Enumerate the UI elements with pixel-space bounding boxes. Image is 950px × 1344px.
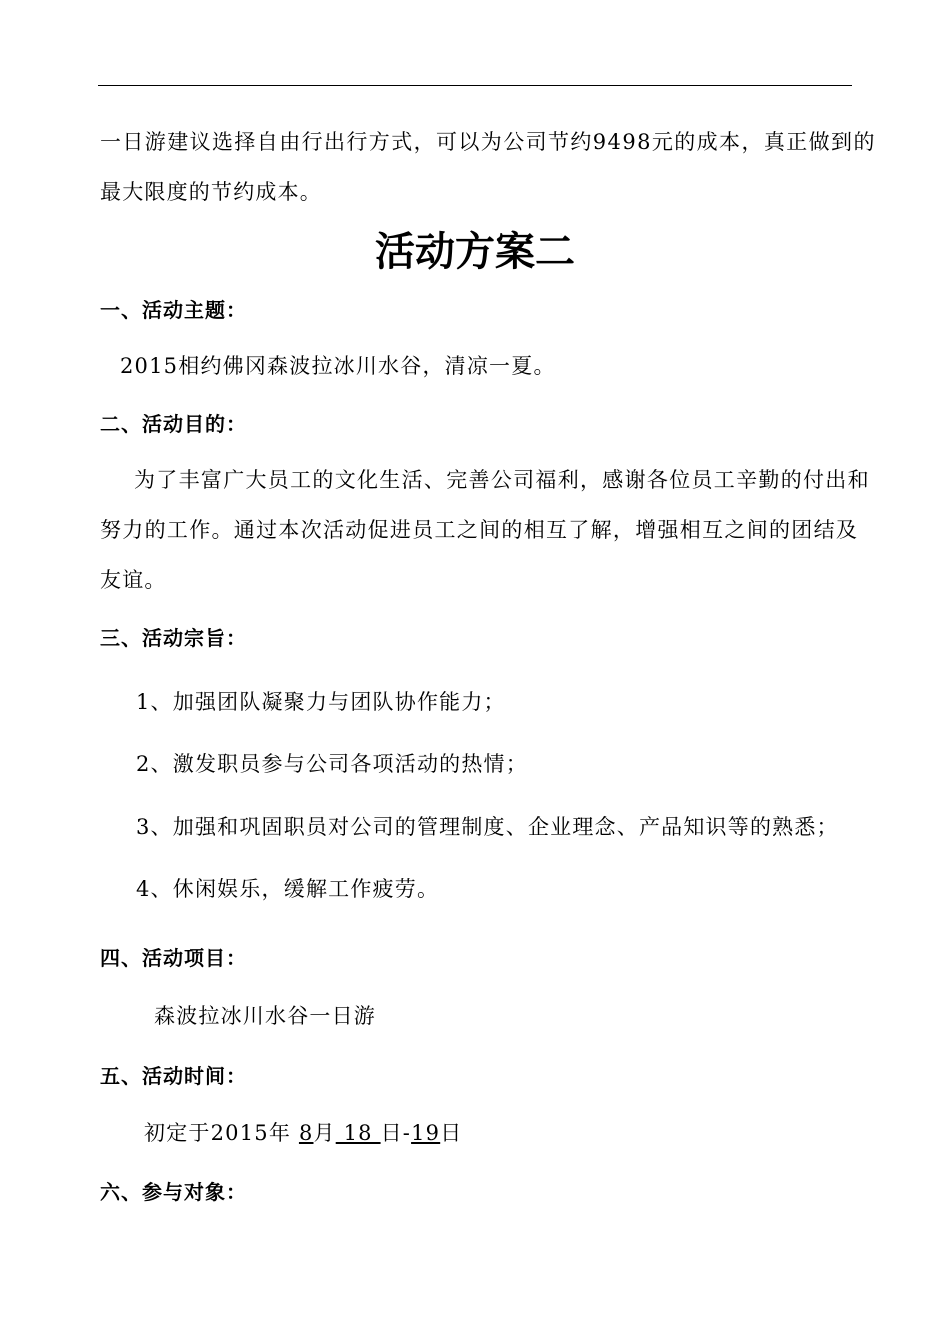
project-text: 森波拉冰川水谷一日游 [154,1004,376,1028]
section-heading-project: 四、活动项目： [100,946,247,970]
purpose-line-3: 友谊。 [100,568,167,592]
time-day-end-unit: 日 [440,1121,463,1145]
intro-line-2: 最大限度的节约成本。 [100,180,322,204]
section-heading-theme: 一、活动主题： [100,298,247,322]
purpose-line-1: 为了丰富广大员工的文化生活、完善公司福利，感谢各位员工辛勤的付出和 [134,468,870,492]
aim-item: 2、激发职员参与公司各项活动的热情； [136,752,528,776]
time-month-unit: 月 [313,1121,336,1145]
aim-item: 4、休闲娱乐，缓解工作疲劳。 [136,877,440,901]
time-day-end: 19 [411,1121,441,1145]
aim-item: 3、加强和巩固职员对公司的管理制度、企业理念、产品知识等的熟悉； [136,815,839,839]
section-heading-time: 五、活动时间： [100,1064,247,1088]
section-heading-participants: 六、参与对象： [100,1180,247,1204]
time-day-unit: 日- [380,1121,412,1145]
time-prefix: 初定于2015年 [144,1121,292,1145]
time-text [144,1119,462,1147]
time-month: 8 [298,1121,314,1145]
theme-text: 2015相约佛冈森波拉冰川水谷，清凉一夏。 [120,354,556,378]
page-title: 活动方案二 [375,229,575,275]
header-rule [98,85,852,86]
section-heading-purpose: 二、活动目的： [100,412,247,436]
aim-item: 1、加强团队凝聚力与团队协作能力； [136,690,506,714]
time-day-start: 18 [335,1121,381,1145]
purpose-line-2: 努力的工作。通过本次活动促进员工之间的相互了解，增强相互之间的团结及 [100,518,859,542]
intro-line-1: 一日游建议选择自由行出行方式，可以为公司节约9498元的成本，真正做到的 [100,130,876,154]
section-heading-aim: 三、活动宗旨： [100,626,247,650]
